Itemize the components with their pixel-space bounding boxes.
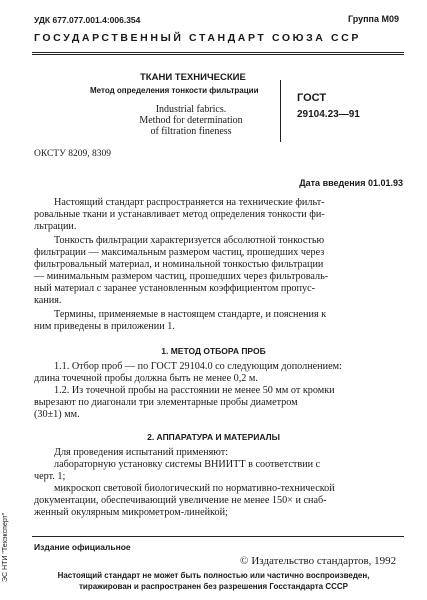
text-line: длина точечной пробы должна быть не менее 0,2 м. [34, 373, 258, 384]
text-line: женный окулярным микрометром-линейкой; [34, 507, 228, 518]
text-line: микроскоп световой биологический по нормативно-технической [54, 483, 335, 494]
text-line: ровальные ткани и устанавливает метод определения тонкости фи- [34, 209, 325, 220]
title-russian: ТКАНИ ТЕХНИЧЕСКИЕ [140, 72, 246, 83]
intro-paragraph-2 [34, 235, 404, 307]
intro-paragraph-3 [34, 309, 404, 333]
footer-rule [32, 536, 404, 537]
text-line: фильтрации — максимальным размером частиц, прошедших через [34, 247, 325, 258]
publisher-copyright [240, 555, 396, 567]
text-line: 1.2. Из точечной пробы на расстоянии не менее 50 мм от кромки [54, 385, 335, 396]
text-line: ним приведены в приложении 1. [34, 321, 175, 332]
publisher-text: Издательство стандартов, 1992 [251, 555, 397, 567]
header-rule-top [32, 52, 404, 53]
section-1-paragraph-2 [34, 385, 404, 421]
gost-label: ГОСТ [297, 92, 327, 104]
title-english-line: Industrial fabrics. [155, 104, 227, 115]
text-line: лабораторную установку системы ВНИИТТ в соответствии с [54, 459, 321, 470]
gost-number: 29104.23—91 [297, 109, 360, 120]
text-line: (30±1) мм. [34, 409, 80, 420]
text-line: — минимальным размером частиц, прошедших через фильтроваль- [34, 271, 329, 282]
subtitle-russian: Метод определения тонкости фильтрации [90, 86, 259, 95]
title-english-line: Method for determination [139, 115, 243, 126]
section-1-heading: 1. МЕТОД ОТБОРА ПРОБ [161, 346, 266, 356]
text-line: черт. 1; [34, 471, 66, 482]
intro-paragraph-1 [34, 197, 404, 233]
header-rule-bottom [32, 54, 404, 55]
text-line: Тонкость фильтрации характеризуется абсолютной тонкостью [54, 235, 325, 246]
text-line: Термины, применяемые в настоящем стандарте, и пояснения к [54, 309, 327, 320]
group-code: Группа М09 [347, 14, 399, 24]
copyright-icon: © [240, 555, 249, 567]
text-line: фильтровальный материал, и номинальной тонкостью фильтрации [34, 259, 324, 270]
section-2-paragraph [34, 447, 404, 519]
text-line: кания. [34, 295, 62, 306]
text-line: вырезают по диагонали три элементарные пробы диаметром [34, 397, 298, 408]
text-line: Настоящий стандарт распространяется на технические фильт- [54, 197, 325, 208]
official-edition-label: Издание официальное [34, 542, 131, 552]
state-standard-banner: ГОСУДАРСТВЕННЫЙ СТАНДАРТ СОЮЗА ССР [34, 32, 361, 44]
title-divider [280, 80, 281, 142]
date-introduced: Дата введения 01.01.93 [299, 178, 403, 188]
title-english-line: of filtration fineness [150, 126, 232, 137]
oksty-code: ОКСТУ 8209, 8309 [34, 149, 111, 159]
text-line: 1.1. Отбор проб — по ГОСТ 29104.0 со следующим дополнением: [54, 361, 342, 372]
text-line: ный материал с заранее установленным коэффициентом пропус- [34, 283, 315, 294]
text-line: льтрации. [34, 221, 77, 232]
reproduction-notice-line: Настоящий стандарт не может быть полностью или частично воспроизведен, [57, 571, 370, 580]
udk-code: УДК 677.077.001.4:006.354 [34, 15, 141, 25]
text-line: Для проведения испытаний применяют: [54, 447, 229, 458]
side-stamp: ЭС НТИ "Техэксперт" [2, 512, 9, 582]
section-1-paragraph-1 [34, 361, 404, 385]
reproduction-notice-line: тиражирован и распространен без разрешения Госстандарта СССР [79, 582, 348, 591]
section-2-heading: 2. АППАРАТУРА И МАТЕРИАЛЫ [147, 432, 280, 442]
text-line: документации, обеспечивающий увеличение не менее 150× и снаб- [34, 495, 327, 506]
